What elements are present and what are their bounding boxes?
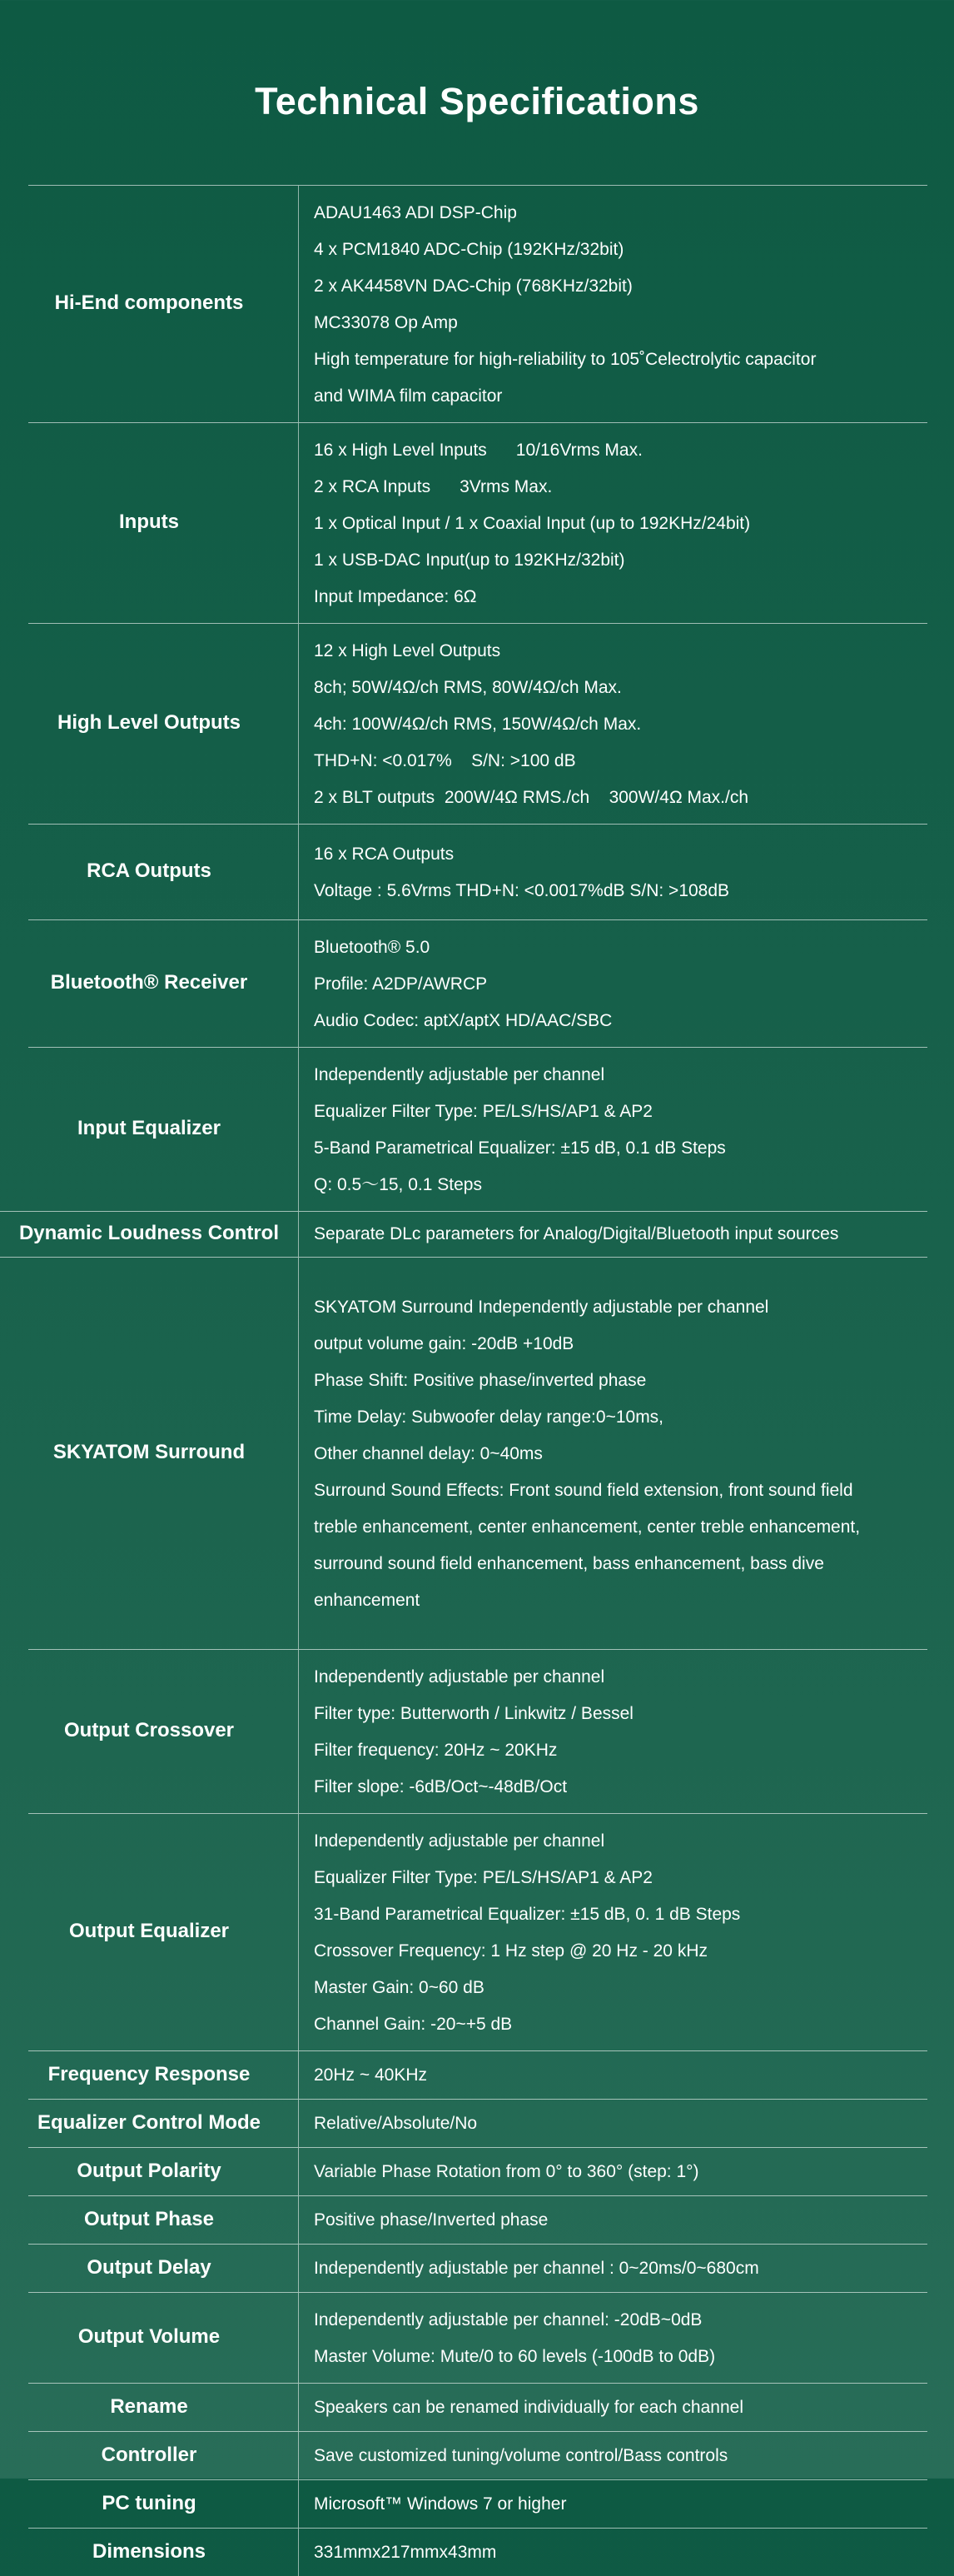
spec-value-line: Equalizer Filter Type: PE/LS/HS/AP1 & AP2	[314, 1102, 653, 1121]
spec-value	[298, 1650, 954, 1813]
spec-label: Rename	[110, 2394, 188, 2418]
spec-value-line: Separate DLc parameters for Analog/Digital/Bluetooth input sources	[314, 1224, 839, 1243]
spec-value-line: MC33078 Op Amp	[314, 313, 458, 332]
spec-value-line: output volume gain: -20dB +10dB	[314, 1334, 574, 1353]
spec-value-line: 1 x USB-DAC Input(up to 192KHz/32bit)	[314, 551, 625, 570]
spec-value-line: and WIMA film capacitor	[314, 386, 503, 406]
spec-value-line: Audio Codec: aptX/aptX HD/AAC/SBC	[314, 1011, 613, 1030]
spec-value-line: Profile: A2DP/AWRCP	[314, 974, 488, 994]
spec-value-line: enhancement	[314, 1591, 420, 1610]
spec-label: Output Phase	[83, 2207, 214, 2230]
spec-label: Input Equalizer	[77, 1117, 221, 1139]
spec-value-line: Filter frequency: 20Hz ~ 20KHz	[314, 1741, 558, 1760]
spec-value	[298, 1814, 954, 2050]
spec-value-line: THD+N: <0.017% S/N: >100 dB	[314, 751, 576, 770]
page-title: Technical Specifications	[255, 80, 699, 122]
spec-value	[298, 1258, 954, 1649]
spec-label: Output Delay	[87, 2255, 211, 2279]
spec-value-line: Independently adjustable per channel : 0~20ms/0~680cm	[314, 2258, 759, 2278]
spec-row-controller	[0, 2432, 954, 2479]
spec-row-skyatom-surround	[0, 1258, 954, 1649]
spec-value-line: Crossover Frequency: 1 Hz step @ 20 Hz - 20 kHz	[314, 1941, 708, 1961]
spec-row-bluetooth-receiver	[0, 920, 954, 1047]
spec-value-line: Independently adjustable per channel	[314, 1667, 605, 1687]
spec-value	[298, 1048, 954, 1211]
spec-row-rename	[0, 2384, 954, 2431]
spec-row-input-equalizer	[0, 1048, 954, 1211]
spec-value	[298, 2245, 954, 2292]
spec-value-line: Filter slope: -6dB/Oct~-48dB/Oct	[314, 1777, 568, 1796]
spec-label: Equalizer Control Mode	[37, 2110, 261, 2134]
spec-label: Bluetooth® Receiver	[50, 971, 248, 994]
spec-row-rca-outputs	[0, 825, 954, 919]
spec-value-line: 331mmx217mmx43mm	[314, 2542, 497, 2562]
spec-label: High Level Outputs	[57, 711, 241, 734]
spec-value-line: Voltage : 5.6Vrms THD+N: <0.0017%dB S/N: >108dB	[314, 881, 730, 900]
spec-value	[298, 2480, 954, 2528]
spec-label: Output Polarity	[77, 2159, 221, 2182]
spec-value-line: Save customized tuning/volume control/Bass controls	[314, 2445, 728, 2465]
spec-label: Output Equalizer	[69, 1920, 229, 1942]
spec-value-line: Master Volume: Mute/0 to 60 levels (-100dB to 0dB)	[314, 2347, 716, 2366]
spec-label: Inputs	[119, 511, 179, 533]
spec-row-output-phase	[0, 2196, 954, 2244]
spec-value-line: Time Delay: Subwoofer delay range:0~10ms,	[314, 1408, 664, 1427]
spec-value-line: 1 x Optical Input / 1 x Coaxial Input (up to 192KHz/24bit)	[314, 514, 751, 533]
spec-value-line: surround sound field enhancement, bass enhancement, bass dive	[314, 1554, 824, 1573]
spec-value-line: Master Gain: 0~60 dB	[314, 1978, 484, 1997]
spec-row-high-level-outputs	[0, 624, 954, 824]
spec-row-output-equalizer	[0, 1814, 954, 2050]
spec-row-equalizer-control-mode	[0, 2100, 954, 2147]
spec-value	[298, 2432, 954, 2479]
spec-label: Dynamic Loudness Control	[18, 1222, 280, 1244]
spec-label: Output Volume	[77, 2325, 221, 2348]
spec-value-line: Variable Phase Rotation from 0° to 360° (step: 1°)	[314, 2161, 699, 2181]
spec-row-output-polarity	[0, 2148, 954, 2195]
spec-value-line: Phase Shift: Positive phase/inverted phase	[314, 1371, 647, 1390]
spec-value-line: Equalizer Filter Type: PE/LS/HS/AP1 & AP2	[314, 1868, 653, 1887]
spec-value	[298, 2384, 954, 2431]
spec-row-frequency-response	[0, 2051, 954, 2099]
spec-value	[298, 423, 954, 623]
spec-value-line: Bluetooth® 5.0	[314, 938, 430, 957]
spec-value-line: Filter type: Butterworth / Linkwitz / Bessel	[314, 1704, 634, 1723]
spec-value-line: ADAU1463 ADI DSP-Chip	[314, 203, 517, 222]
spec-label: RCA Outputs	[87, 859, 211, 882]
spec-value-line: 20Hz ~ 40KHz	[314, 2065, 427, 2085]
spec-row-hi-end-components	[0, 186, 954, 422]
spec-value	[298, 2529, 954, 2576]
spec-value-line: 4ch: 100W/4Ω/ch RMS, 150W/4Ω/ch Max.	[314, 715, 642, 734]
spec-row-inputs	[0, 423, 954, 623]
spec-value-line: Q: 0.5〜15, 0.1 Steps	[314, 1175, 482, 1194]
spec-row-dimensions	[0, 2529, 954, 2576]
spec-value-line: High temperature for high-reliability to 105˚Celectrolytic capacitor	[314, 350, 817, 369]
spec-value-line: 16 x RCA Outputs	[314, 845, 455, 864]
spec-value-line: 4 x PCM1840 ADC-Chip (192KHz/32bit)	[314, 240, 624, 259]
spec-value-line: 12 x High Level Outputs	[314, 641, 501, 660]
spec-value-line: Positive phase/Inverted phase	[314, 2210, 549, 2230]
spec-label: Frequency Response	[47, 2062, 251, 2085]
spec-value-line: 5-Band Parametrical Equalizer: ±15 dB, 0.1 dB Steps	[314, 1139, 726, 1158]
spec-value	[298, 186, 954, 422]
spec-value-line: Independently adjustable per channel	[314, 1065, 605, 1084]
spec-label: Hi-End components	[54, 291, 244, 314]
spec-value-line: Independently adjustable per channel	[314, 1831, 605, 1851]
spec-label: PC tuning	[102, 2491, 196, 2514]
spec-label: Controller	[101, 2443, 197, 2466]
spec-value-line: Channel Gain: -20~+5 dB	[314, 2015, 513, 2034]
spec-value	[298, 2293, 954, 2383]
spec-value	[298, 2196, 954, 2244]
spec-value-line: Independently adjustable per channel: -20dB~0dB	[314, 2310, 703, 2329]
spec-value	[298, 2148, 954, 2195]
spec-row-output-delay	[0, 2245, 954, 2292]
spec-value-line: Relative/Absolute/No	[314, 2113, 478, 2133]
spec-row-dynamic-loudness-control	[0, 1212, 954, 1257]
spec-value-line: 16 x High Level Inputs 10/16Vrms Max.	[314, 441, 643, 460]
spec-row-output-crossover	[0, 1650, 954, 1813]
spec-label: SKYATOM Surround	[52, 1441, 246, 1463]
spec-value-line: 2 x RCA Inputs 3Vrms Max.	[314, 477, 553, 496]
spec-value	[298, 920, 954, 1047]
spec-row-output-volume	[0, 2293, 954, 2383]
spec-value-line: Speakers can be renamed individually for each channel	[314, 2397, 743, 2417]
spec-value	[298, 1212, 954, 1257]
spec-table	[0, 185, 954, 2576]
spec-value	[298, 2100, 954, 2147]
spec-label: Dimensions	[92, 2539, 206, 2563]
spec-label: Output Crossover	[63, 1719, 235, 1741]
spec-value-line: Input Impedance: 6Ω	[314, 587, 477, 606]
spec-value-line: Other channel delay: 0~40ms	[314, 1444, 543, 1463]
spec-value	[298, 825, 954, 919]
spec-value-line: treble enhancement, center enhancement, center treble enhancement,	[314, 1517, 861, 1537]
spec-value	[298, 2051, 954, 2099]
spec-value-line: SKYATOM Surround Independently adjustable per channel	[314, 1298, 769, 1317]
spec-value	[298, 624, 954, 824]
spec-value-line: Microsoft™ Windows 7 or higher	[314, 2494, 567, 2514]
spec-value-line: 8ch; 50W/4Ω/ch RMS, 80W/4Ω/ch Max.	[314, 678, 622, 697]
spec-value-line: Surround Sound Effects: Front sound field extension, front sound field	[314, 1481, 853, 1500]
spec-row-pc-tuning	[0, 2480, 954, 2528]
spec-value-line: 2 x AK4458VN DAC-Chip (768KHz/32bit)	[314, 277, 633, 296]
spec-value-line: 2 x BLT outputs 200W/4Ω RMS./ch 300W/4Ω Max./ch	[314, 788, 748, 807]
spec-value-line: 31-Band Parametrical Equalizer: ±15 dB, 0. 1 dB Steps	[314, 1905, 741, 1924]
